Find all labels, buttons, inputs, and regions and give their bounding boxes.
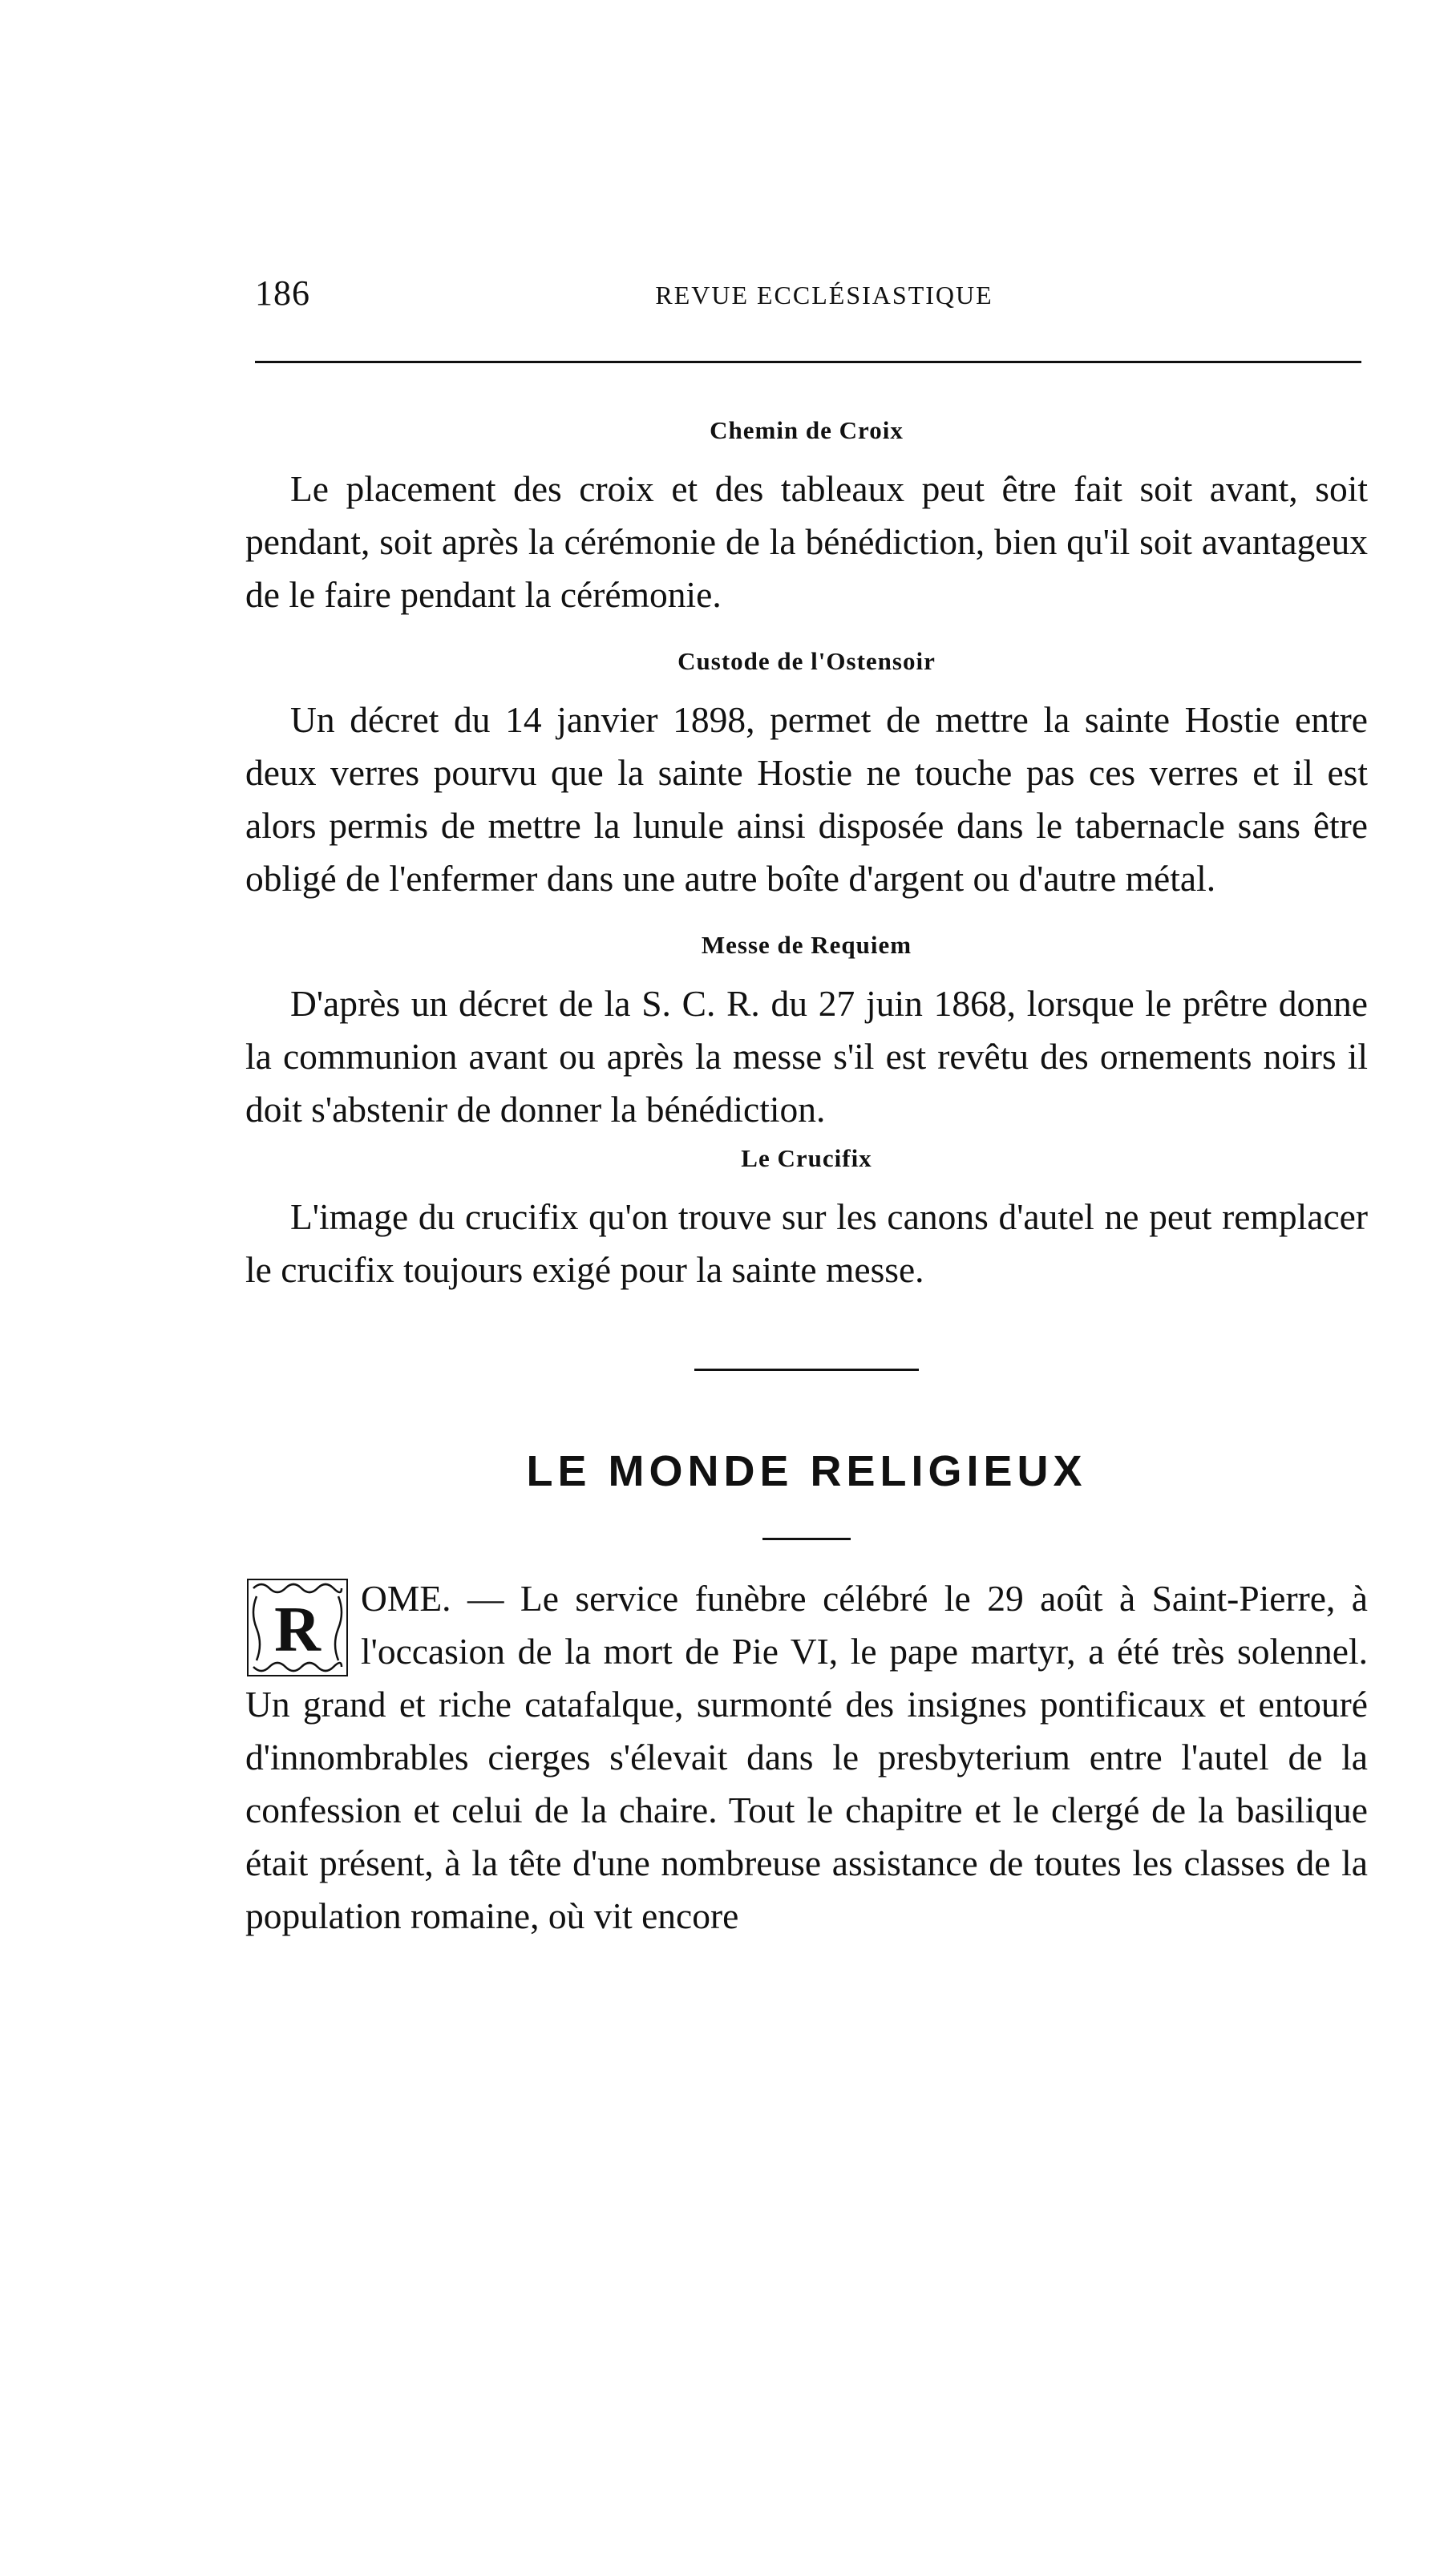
section-paragraph: D'après un décret de la S. C. R. du 27 juin 1868, lorsque le prêtre donne la communion avant ou après la messe s'il est revêtu des ornements noirs il doit s'abstenir de donner la bénédiction. xyxy=(245,983,1368,1130)
page-number: 186 xyxy=(255,273,310,313)
drop-cap-letter: R xyxy=(274,1595,321,1665)
page-header xyxy=(255,273,1361,321)
section-chemin-de-croix xyxy=(245,413,1368,621)
section-paragraph: Le placement des croix et des tableaux peut être fait soit avant, soit pendant, soit après la cérémonie de la bénédiction, bien qu'il soit avantageux de le faire pendant la cérémonie. xyxy=(245,468,1368,615)
chapter-title: LE MONDE RELIGIEUX xyxy=(526,1447,1087,1495)
section-paragraph: Un décret du 14 janvier 1898, permet de mettre la sainte Hostie entre deux verres pourvu que la sainte Hostie ne touche pas ces verres et il est alors permis de mettre la lunule ainsi disposée dans le tabernacle sans être obligé de l'enfermer dans une autre boîte d'argent ou d'autre métal. xyxy=(245,699,1368,899)
running-title: REVUE ECCLÉSIASTIQUE xyxy=(655,281,993,309)
header-rule xyxy=(255,361,1361,363)
chapter-opening xyxy=(245,1572,1368,1943)
section-divider-rule xyxy=(694,1369,919,1371)
section-messe-de-requiem xyxy=(245,928,1368,1136)
section-crucifix xyxy=(245,1141,1368,1296)
title-underline-rule xyxy=(762,1538,851,1540)
section-paragraph: L'image du crucifix qu'on trouve sur les canons d'autel ne peut remplacer le crucifix toujours exigé pour la sainte messe. xyxy=(245,1196,1368,1290)
section-custode xyxy=(245,644,1368,905)
section-heading: Messe de Requiem xyxy=(701,931,912,959)
page-content xyxy=(245,413,1368,1943)
section-heading: Custode de l'Ostensoir xyxy=(677,647,936,675)
chapter-opening-paragraph: OME. — Le service funèbre célébré le 29 août à Saint-Pierre, à l'occasion de la mort de Pie VI, le pape martyr, a été très solennel. Un grand et riche catafalque, surmonté des insignes pontificaux et entouré d'innombrables cierges s'élevait dans le presbyterium entre l'autel de la confession et celui de la chaire. Tout le chapitre et le clergé de la basilique était présent, à la tête d'une nombreuse assistance de toutes les classes de la population romaine, où vit encore xyxy=(245,1578,1368,1936)
ornamental-drop-cap-icon xyxy=(245,1577,350,1678)
section-heading: Le Crucifix xyxy=(741,1144,872,1172)
section-heading: Chemin de Croix xyxy=(710,416,904,444)
